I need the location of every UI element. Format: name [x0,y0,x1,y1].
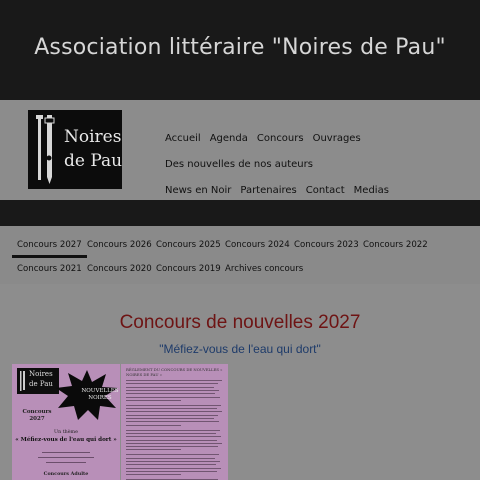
poster-concours-label: Concours [22,409,52,415]
poster-logo-line1: Noires [29,370,53,378]
rules-text-line [126,468,221,469]
rules-text-line [126,425,181,426]
poster-pen-icon [17,368,29,394]
contest-rules-image[interactable] [121,364,228,480]
rules-text-line [126,461,220,462]
tab-concours-2020[interactable]: Concours 2020 [87,264,152,274]
poster-text-line [38,457,94,458]
poster-category: Concours Adulte [43,471,89,477]
rules-text-line [126,411,222,412]
page-subheading: "Méfiez-vous de l'eau qui dort" [159,342,321,356]
nav-item-medias[interactable]: Medias [353,185,389,196]
tab-concours-2024[interactable]: Concours 2024 [225,240,290,250]
rules-text-line [126,390,219,391]
pen-nib-icon [28,110,122,189]
rules-text-line [126,474,181,475]
rules-text-line [126,433,216,434]
rules-text-line [126,430,220,431]
nav-item-news-en-noir[interactable]: News en Noir [165,185,232,196]
poster-concours-year: 2027 [29,416,45,422]
tab-concours-2019[interactable]: Concours 2019 [156,264,221,274]
rules-text-line [126,415,218,416]
poster-logo-line2: de Pau [29,380,53,388]
logo-text-line2: de Pau [64,151,123,171]
rules-text-line [126,400,181,401]
poster-burst-line1: NOUVELLES [81,388,119,394]
logo-text-line1: Noires [64,127,122,147]
rules-text-line [126,440,217,441]
poster-theme-label: Un thème [54,430,78,435]
nav-item-ouvrages[interactable]: Ouvrages [312,133,361,144]
rules-text-line [126,387,214,388]
poster-text-line [46,462,86,463]
divider-strip [0,200,480,226]
rules-text-line [126,446,218,447]
rules-text-line [126,436,221,437]
rules-text-line [126,449,181,450]
nav-item-agenda[interactable]: Agenda [209,133,248,144]
tab-concours-2022[interactable]: Concours 2022 [363,240,428,250]
rules-text-line [126,405,221,406]
nav-item-contact[interactable]: Contact [305,185,345,196]
tab-row-1 [12,232,472,256]
tab-concours-2021[interactable]: Concours 2021 [17,264,82,274]
concours-tabs [12,232,472,280]
rules-text-line [126,421,219,422]
rules-text-line [126,393,215,394]
rules-text-line [126,454,219,455]
nav-item-concours[interactable]: Concours [256,133,304,144]
rules-text-line [126,418,214,419]
tab-concours-2027[interactable]: Concours 2027 [12,232,87,258]
site-title: Association littéraire "Noires de Pau" [34,35,446,60]
rules-text-line [126,458,215,459]
tab-row-2 [12,256,472,280]
rules-text-line [126,383,218,384]
nav-item-accueil[interactable]: Accueil [165,133,201,144]
nav-item-nouvelles-auteurs[interactable]: Des nouvelles de nos auteurs [165,159,313,170]
tab-archives-concours[interactable]: Archives concours [225,264,304,274]
rules-text-line [126,408,217,409]
nav-item-partenaires[interactable]: Partenaires [240,185,297,196]
poster-burst-line2: NOIRES [88,395,112,401]
contest-poster-image[interactable] [12,364,120,480]
site-logo[interactable] [28,110,122,189]
rules-text-line [126,464,216,465]
page-heading: Concours de nouvelles 2027 [119,312,361,333]
poster-text-line [42,452,90,453]
rules-text-line [126,443,222,444]
tab-concours-2023[interactable]: Concours 2023 [294,240,359,250]
rules-text-line [126,471,217,472]
poster-theme: « Méfiez-vous de l'eau qui dort » [15,437,117,443]
rules-header: RÈGLEMENT DU CONCOURS DE NOUVELLES « NOIRES DE PAU » [126,367,223,377]
rules-text-line [126,397,220,398]
main-nav [165,126,475,204]
tab-concours-2026[interactable]: Concours 2026 [87,240,152,250]
tab-concours-2025[interactable]: Concours 2025 [156,240,221,250]
poster-logo [17,368,59,394]
rules-text-line [126,380,222,381]
